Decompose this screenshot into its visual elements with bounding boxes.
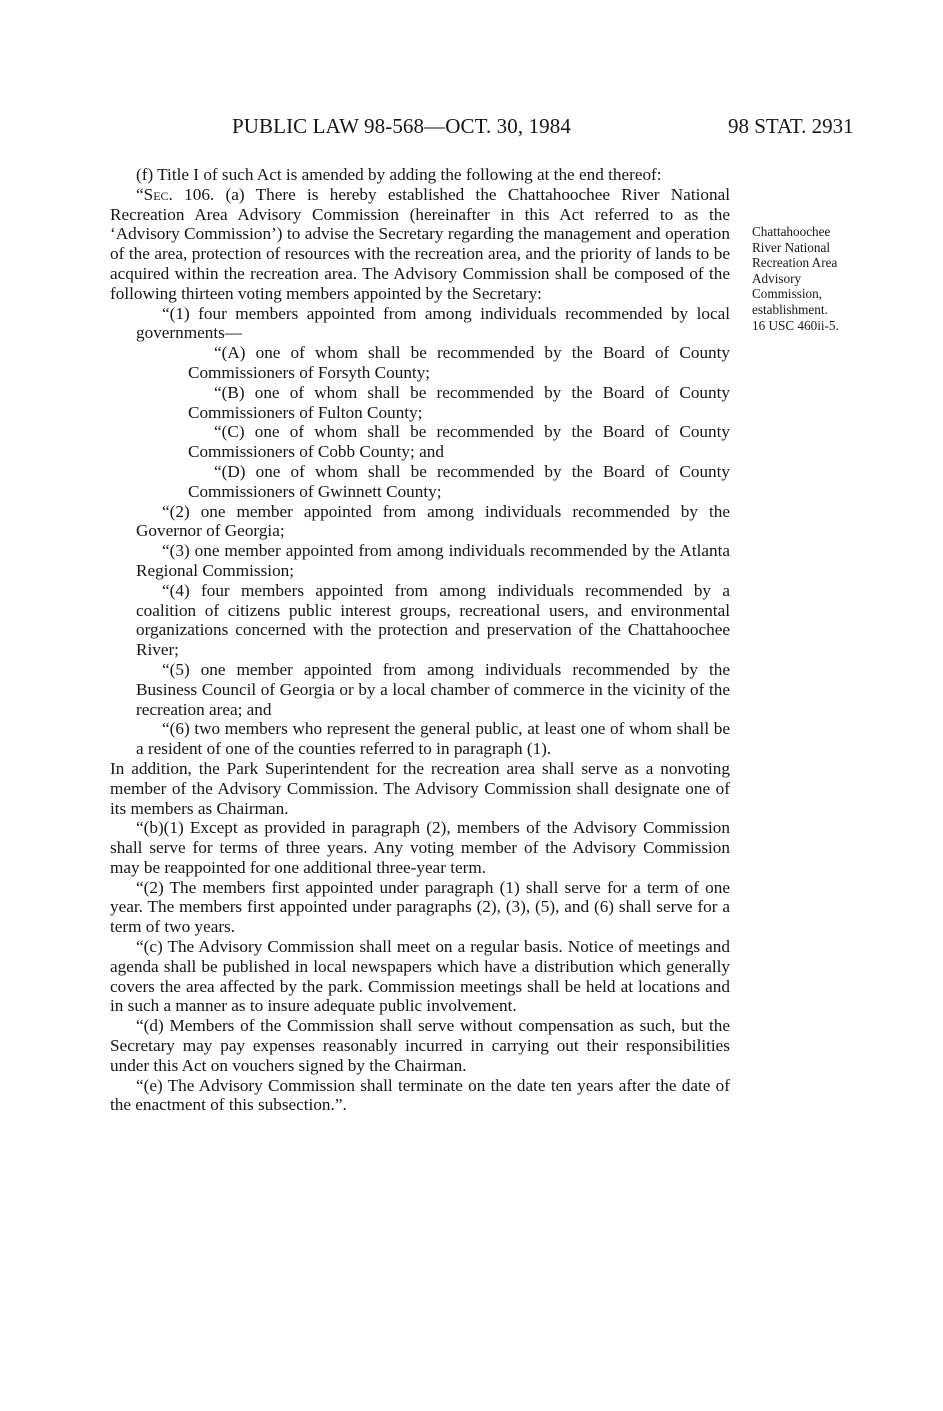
item-1-c: “(C) one of whom shall be recommended by the Board of County Commissioners of Cobb County; and bbox=[188, 422, 730, 462]
subsection-d: “(d) Members of the Commission shall serve without compensation as such, but the Secretary may pay expenses reasonably incurred in carrying out their responsibilities under this Act on vouchers signed by the Chairman. bbox=[110, 1016, 730, 1075]
section-106-a: “Sec. 106. (a) There is hereby established the Chattahoochee River National Recreation Area Advisory Commission (hereinafter in this Act referred to as the ‘Advisory Commission’) to advise the Secretary regarding the management and operation of the area, protection of resources with the recreation area, and the priority of lands to be acquired within the recreation area. The Advisory Commission shall be composed of the following thirteen voting members appointed by the Secretary: bbox=[110, 184, 730, 303]
subsection-b-1: “(b)(1) Except as provided in paragraph (2), members of the Advisory Commission shall serve for terms of three years. Any voting member of the Advisory Commission may be reappointed for one additional three-year term. bbox=[110, 818, 730, 877]
item-1-d: “(D) one of whom shall be recommended by the Board of County Commissioners of Gwinnett County; bbox=[188, 461, 730, 501]
law-body-text bbox=[110, 165, 730, 1115]
subsection-b-2: “(2) The members first appointed under paragraph (1) shall serve for a term of one year. The members first appointed under paragraphs (2), (3), (5), and (6) shall serve for a term of two years. bbox=[110, 877, 730, 937]
paragraph-f: (f) Title I of such Act is amended by adding the following at the end thereof: bbox=[136, 165, 662, 184]
page-header-title: PUBLIC LAW 98-568—OCT. 30, 1984 bbox=[232, 114, 571, 138]
item-4: “(4) four members appointed from among individuals recommended by a coalition of citizens public interest groups, recreational users, and environmental organizations concerned with the protection and preservation of the Chattahoochee River; bbox=[136, 580, 730, 660]
margin-note-line: River National bbox=[752, 239, 831, 255]
statute-page-number: 98 STAT. 2931 bbox=[728, 114, 854, 138]
subsection-e: “(e) The Advisory Commission shall terminate on the date ten years after the date of the enactment of this subsection.”. bbox=[110, 1075, 730, 1115]
margin-note-line: Recreation Area bbox=[752, 255, 838, 271]
paragraph-addition: In addition, the Park Superintendent for the recreation area shall serve as a nonvoting member of the Advisory Commission. The Advisory Commission shall designate one of its members as Chairman. bbox=[110, 758, 730, 818]
item-5: “(5) one member appointed from among individuals recommended by the Business Council of Georgia or by a local chamber of commerce in the vicinity of the recreation area; and bbox=[136, 659, 730, 719]
subsection-c: “(c) The Advisory Commission shall meet on a regular basis. Notice of meetings and agenda shall be published in local newspapers which have a distribution which generally covers the area affected by the park. Commission meetings shall be held at locations and in such a manner as to insure adequate public involvement. bbox=[110, 937, 730, 1016]
item-1: “(1) four members appointed from among individuals recommended by local governments— bbox=[136, 303, 730, 343]
margin-note-line: Advisory bbox=[752, 270, 802, 286]
item-2: “(2) one member appointed from among individuals recommended by the Governor of Georgia; bbox=[136, 501, 730, 541]
margin-note bbox=[752, 224, 892, 333]
item-1-b: “(B) one of whom shall be recommended by the Board of County Commissioners of Fulton County; bbox=[188, 382, 730, 422]
item-6: “(6) two members who represent the general public, at least one of whom shall be a resident of one of the counties referred to in paragraph (1). bbox=[136, 719, 730, 759]
margin-note-line: Commission, bbox=[752, 286, 822, 302]
item-1-a: “(A) one of whom shall be recommended by the Board of County Commissioners of Forsyth County; bbox=[188, 343, 730, 382]
margin-note-line: Chattahoochee bbox=[752, 224, 831, 239]
item-3: “(3) one member appointed from among individuals recommended by the Atlanta Regional Commission; bbox=[136, 541, 730, 580]
margin-note-line: establishment. bbox=[752, 301, 828, 317]
margin-note-citation: 16 USC 460ii-5. bbox=[752, 317, 839, 333]
